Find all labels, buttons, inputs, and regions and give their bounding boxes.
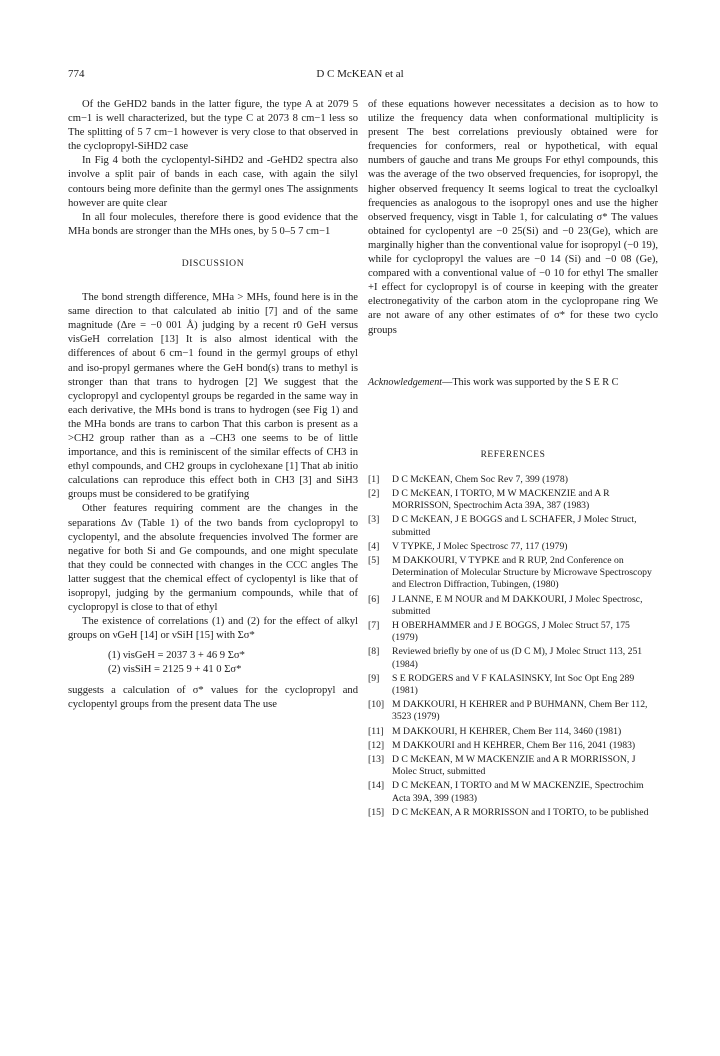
paragraph: suggests a calculation of σ* values for the cyclopropyl and cyclopentyl groups from the present data The use [68,684,358,710]
reference-text: M DAKKOURI, H KEHRER, Chem Ber 114, 3460 (1981) [392,725,622,737]
paragraph: The bond strength difference, MHa > MHs, found here is in the same direction to that calculated ab initio [7] and of the same magnitude (Δre = −0 001 Å) judging by a recent r0 GeH versus νisGeH correlation [13] It is also almost identical with the differences of about 6 cm−1 found in the germyl groups of ethyl and iso-propyl germanes where the GeH bond(s) trans to methyl is stronger than that trans to hydrogen [2] We suggest that the cyclopropyl and cyclopentyl groups be regarded in the same way in each derivative, the MHs bond is trans to hydrogen (see Fig 1) and the MHa bonds are trans to carbon That this carbon is present as a >CH2 group rather than as a –CH3 one seems to be of little importance, and this is reminiscent of the similar effects of CH3 in ethyl compounds, and CH2 groups in cyclohexane [1] That ab initio calculations can reproduce this effect both in CH3 [3] and SiH3 groups must be considered to be gratifying [68,292,358,501]
reference-item [368,726,658,738]
reference-item [368,646,658,670]
equation-1: (1) νisGeH = 2037 3 + 46 9 Σσ* [108,650,245,662]
paragraph: In all four molecules, therefore there is good evidence that the MHa bonds are stronger than the MHs ones, by 5 0–5 7 cm−1 [68,211,358,237]
reference-text: M DAKKOURI, V TYPKE and R RUP, 2nd Conference on Determination of Molecular Structure by Microwave Spectroscopy and Electron Diffraction, Tubingen, (1980) [392,555,652,591]
reference-text: D C McKEAN, M W MACKENZIE and A R MORRISSON, J Molec Struct, submitted [392,754,636,778]
right-column [368,98,658,821]
reference-item [368,594,658,618]
running-title: D C McKEAN et al [316,68,404,80]
reference-text: J LANNE, E M NOUR and M DAKKOURI, J Molec Spectrosc, submitted [392,593,643,617]
reference-item [368,673,658,697]
reference-item [368,754,658,778]
reference-number: [1] [368,473,380,485]
paragraph: of these equations however necessitates a decision as to how to utilize the frequency data when conformational multiplicity is present The best correlations previously obtained were for frequencies for conformers, real or hypothetical, with equal numbers of gauche and trans Me groups For ethyl compounds, this was the average of the two observed frequencies, for isopropyl, the higher observed frequency It seems logical to treat the cycloalkyl frequencies as analogous to the isopropyl ones and use the higher observed frequency, νisgt in Table 1, for calculating σ* The values obtained for cyclopentyl are −0 25(Si) and −0 23(Ge), which are marginally higher than the conventional value for isopropyl (−0 19), while for cyclopropyl the values are −0 14 (Si) and −0 08 (Ge), compared with a conventional value of −0 10 for ethyl The smaller +I effect for cyclopropyl is of course in keeping with the greater electronegativity of the carbon atom in the cyclopropane ring We are not aware of any other estimates of σ* for these two cyclo groups [368,99,658,336]
equation-2: (2) νisSiH = 2125 9 + 41 0 Σσ* [108,664,242,676]
equations [108,649,358,677]
reference-number: [9] [368,672,380,684]
acknowledgement [368,376,658,390]
reference-number: [10] [368,699,385,711]
reference-text: M DAKKOURI and H KEHRER, Chem Ber 116, 2041 (1983) [392,739,636,751]
reference-item [368,474,658,486]
reference-text: D C McKEAN, J E BOGGS and L SCHAFER, J Molec Struct, submitted [392,514,637,538]
page-number: 774 [68,68,85,80]
reference-item [368,620,658,644]
reference-text: M DAKKOURI, H KEHRER and P BUHMANN, Chem Ber 112, 3523 (1979) [392,699,648,723]
reference-number: [6] [368,593,380,605]
acknowledgement-label: Acknowledgement [368,376,443,388]
reference-number: [3] [368,514,380,526]
reference-item [368,514,658,538]
acknowledgement-text: —This work was supported by the S E R C [442,376,619,388]
reference-number: [11] [368,725,384,737]
paragraph: The existence of correlations (1) and (2) for the effect of alkyl groups on νGeH [14] or νSiH [15] with Σσ* [68,616,358,642]
reference-text: D C McKEAN, A R MORRISSON and I TORTO, to be published [392,806,649,818]
reference-text: D C McKEAN, I TORTO and M W MACKENZIE, Spectrochim Acta 39A, 399 (1983) [392,780,644,804]
reference-text: S E RODGERS and V F KALASINSKY, Int Soc Opt Eng 289 (1981) [392,672,635,697]
section-heading-discussion: DISCUSSION [181,257,245,269]
reference-item [368,740,658,752]
reference-text: Reviewed briefly by one of us (D C M), J Molec Struct 113, 251 (1984) [392,646,643,670]
reference-number: [15] [368,806,385,818]
reference-item [368,541,658,553]
reference-number: [14] [368,780,385,792]
reference-number: [8] [368,646,380,658]
reference-item [368,807,658,819]
reference-item [368,699,658,723]
reference-number: [13] [368,754,385,766]
paragraph: Other features requiring comment are the changes in the separations Δν (Table 1) of the two bands from cyclopropyl to cyclopentyl, and the absolute frequencies involved The former are negative for both Si and Ge compounds, and one might speculate that they could be connected with changes in the CCC angles The latter suggest that the chemical effect of cyclopentyl is like that of isopropyl, judging by the germanium compounds, while that of cyclopropyl is close to that of ethyl [68,503,358,614]
reference-text: H OBERHAMMER and J E BOGGS, J Molec Struct 57, 175 (1979) [392,620,630,644]
references-heading: REFERENCES [480,449,546,460]
reference-number: [7] [368,620,380,632]
reference-item [368,488,658,512]
reference-text: V TYPKE, J Molec Spectrosc 77, 117 (1979) [392,540,568,552]
paragraph: In Fig 4 both the cyclopentyl-SiHD2 and -GeHD2 spectra also involve a split pair of bands in each case, with again the silyl contours being more definite than the germyl ones The assignments however are quite clear [68,155,358,209]
reference-text: D C McKEAN, Chem Soc Rev 7, 399 (1978) [392,473,568,485]
reference-item [368,555,658,592]
left-column [68,98,358,712]
reference-item [368,780,658,804]
reference-text: D C McKEAN, I TORTO, M W MACKENZIE and A R MORRISSON, Spectrochim Acta 39A, 387 (1983) [392,487,610,512]
reference-number: [12] [368,739,385,751]
references-list [368,474,658,819]
paragraph: Of the GeHD2 bands in the latter figure, the type A at 2079 5 cm−1 is well characterized, but the type C at 2073 8 cm−1 less so The splitting of 5 7 cm−1 however is very close to that observed in the cyclopropyl-SiHD2 case [68,99,358,153]
reference-number: [2] [368,487,380,499]
reference-number: [5] [368,555,380,566]
reference-number: [4] [368,540,380,552]
